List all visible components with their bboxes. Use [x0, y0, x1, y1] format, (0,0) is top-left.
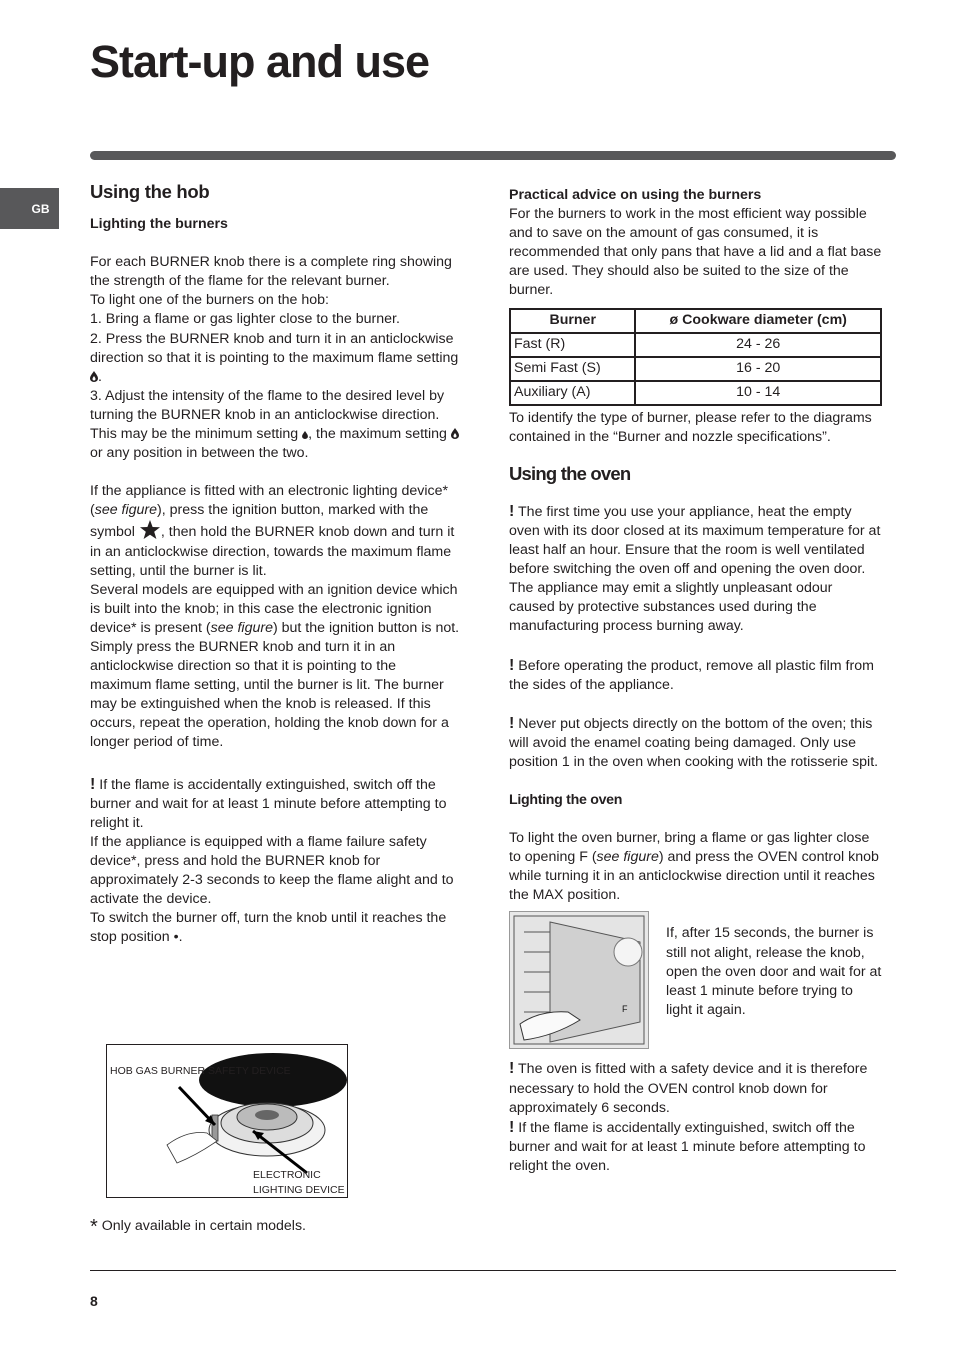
svg-text:F: F: [622, 1004, 628, 1015]
warning-paragraph: ! The first time you use your appliance, heat the empty oven with its door closed at its maximum temperature for at least half an hour. Ensure that the room is well ventilated before switching the oven off and opening the oven door. The appliance may emit a slightly unpleasant odour caused by protective substances used during the manufacturing process burning away.: [509, 502, 881, 635]
oven-illustration: [510, 912, 648, 1048]
paragraph: For each BURNER knob there is a complete ring showing the strength of the flame for the relevant burner.: [90, 254, 452, 290]
warning-paragraph: ! Never put objects directly on the bottom of the oven; this will avoid the enamel coating being damaged. Only use position 1 in the oven when cooking with the rotisserie spit.: [509, 714, 879, 770]
table-row: [510, 357, 881, 381]
footnote: * Only available in certain models.: [90, 1216, 306, 1238]
table-header-row: [510, 309, 881, 333]
figure-label-lighting-device: ELECTRONIC LIGHTING DEVICE: [253, 1169, 345, 1196]
warning-paragraph: ! Before operating the product, remove all plastic film from the sides of the appliance.: [509, 656, 874, 693]
right-column: [509, 186, 882, 1176]
paragraph: 3. Adjust the intensity of the flame to the desired level by turning the BURNER knob in an anticlockwise direction. This may be the minimum setting , the maximum setting or any position in between the two.: [90, 387, 460, 463]
warning-paragraph: ! If the flame is accidentally extinguished, switch off the burner and wait for at least 1 minute before attempting to relight it.: [90, 775, 447, 831]
warning-paragraph: ! If the flame is accidentally extinguished, switch off the burner and wait for at least 1 minute before attempting to relight the oven.: [509, 1118, 866, 1174]
paragraph: Several models are equipped with an ignition device which is built into the knob; in this case the electronic ignition device* is present (see figure) but the ignition button is not. Simply press the BURNER knob and turn it in an anticlockwise direction so that it is pointing to the maximum flame setting, until the burner is lit. The burner may be extinguished when the knob is released. If this occurs, repeat the operation, holding the knob down for a longer period of time.: [90, 581, 460, 751]
table-cell: 16 - 20: [635, 357, 881, 381]
paragraph: For the burners to work in the most efficient way possible and to save on the amount of gas consumed, it is recommended that only pans that have a lid and a flat base are used. They should also be suited to the size of the burner.: [509, 206, 882, 299]
table-cell: 24 - 26: [635, 333, 881, 357]
warning-paragraph: ! The oven is fitted with a safety device and it is therefore necessary to hold the OVEN control knob down for approximately 6 seconds.: [509, 1060, 868, 1116]
section-heading-oven: Using the oven: [509, 462, 631, 484]
burner-table: [509, 308, 882, 406]
figure-label-safety-device: HOB GAS BURNER SAFETY DEVICE: [110, 1065, 291, 1077]
subheading-lighting-oven: Lighting the oven: [509, 791, 623, 808]
left-column: [90, 182, 460, 947]
paragraph: If the appliance is equipped with a flame failure safety device*, press and hold the BURNER knob for approximately 2-3 seconds to keep the flame alight and to activate the device.: [90, 833, 454, 908]
footer-divider: [90, 1270, 896, 1271]
table-row: [510, 333, 881, 357]
ignition-star-icon: [139, 520, 161, 540]
page-title: Start-up and use: [90, 36, 430, 87]
subheading-practical-advice: Practical advice on using the burners: [509, 187, 762, 203]
paragraph: To identify the type of burner, please refer to the diagrams contained in the “Burner and nozzle specifications”.: [509, 409, 872, 445]
oven-interior-figure: [509, 911, 649, 1049]
table-cell: Semi Fast (S): [510, 357, 635, 381]
table-cell: Auxiliary (A): [510, 381, 635, 405]
paragraph: If, after 15 seconds, the burner is still not alight, release the knob, open the oven door and wait for at least 1 minute before trying to light it again.: [666, 925, 882, 1018]
language-tab: GB: [0, 188, 59, 229]
paragraph: To light the oven burner, bring a flame or gas lighter close to opening F (see figure) and press the OVEN control knob while turning it in an anticlockwise direction until it reaches the MAX position.: [509, 830, 879, 904]
page-number: 8: [90, 1293, 98, 1309]
paragraph: To switch the burner off, turn the knob until it reaches the stop position •.: [90, 910, 447, 946]
table-header: ø Cookware diameter (cm): [635, 309, 881, 333]
paragraph: If the appliance is fitted with an electronic lighting device* (see figure), press the ignition button, marked with the symbol , then hold the BURNER knob down and turn it in an anticlockwise direction, towards the maximum flame setting, until the burner is lit.: [90, 483, 455, 579]
section-heading-hob: Using the hob: [90, 181, 210, 202]
table-cell: Fast (R): [510, 333, 635, 357]
flame-max-icon: [451, 428, 459, 439]
header-divider: [90, 151, 896, 160]
table-cell: 10 - 14: [635, 381, 881, 405]
hob-burner-figure: [106, 1044, 348, 1198]
table-header: Burner: [510, 309, 635, 333]
paragraph: To light one of the burners on the hob:: [90, 292, 329, 309]
paragraph: 1. Bring a flame or gas lighter close to the burner.: [90, 311, 400, 328]
flame-max-icon: [90, 371, 98, 382]
paragraph: 2. Press the BURNER knob and turn it in an anticlockwise direction so that it is pointing to the maximum flame setting .: [90, 330, 459, 385]
table-row: [510, 381, 881, 405]
subheading-lighting-burners: Lighting the burners: [90, 216, 228, 233]
